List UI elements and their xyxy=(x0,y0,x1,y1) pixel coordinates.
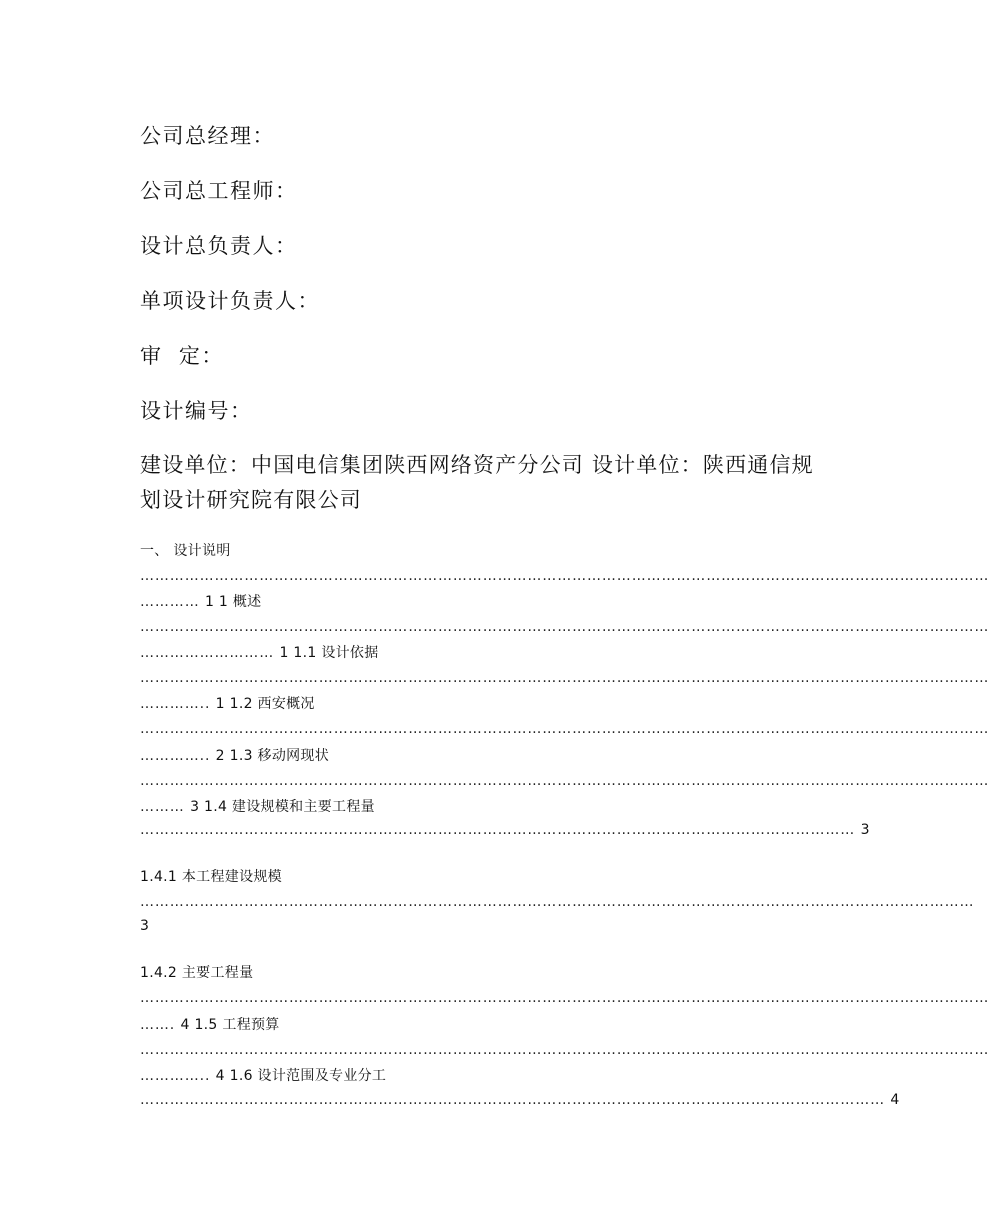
signature-item-design-lead: 单项设计负责人： xyxy=(140,289,320,313)
toc-entry: ………….. 4 1.6 设计范围及专业分工 xyxy=(140,1068,387,1084)
toc-entry-label: 1 1.1 设计依据 xyxy=(279,645,379,661)
toc-entry-label: 1 1 概述 xyxy=(204,594,262,610)
toc-entry-title: 1.4.1 本工程建设规模 xyxy=(140,869,282,885)
toc-entry: ……. 4 1.5 工程预算 xyxy=(140,1017,280,1033)
toc-dots: ……………………………………………………………………………………………………………………………………………………… xyxy=(140,990,989,1006)
toc-dots: ……………………………………………………………………………………………………………………………………………………… xyxy=(140,773,989,789)
toc-entry-label: 2 1.3 移动网现状 xyxy=(215,748,330,764)
signature-general-manager: 公司总经理： xyxy=(140,124,275,148)
construction-and-design-units: 建设单位：中国电信集团陕西网络资产分公司 设计单位：陕西通信规划设计研究院有限公司 xyxy=(140,453,814,512)
signature-design-lead: 设计总负责人： xyxy=(140,234,298,258)
toc-entry-label: 1 1.2 西安概况 xyxy=(215,696,315,712)
toc-entry-page: 4 xyxy=(890,1092,900,1108)
toc-dots: ……………………………………………………………………………………………………………………………………………………… xyxy=(140,1042,989,1058)
toc-dots: ……………………………………………………………………………………………………………………………………………………… xyxy=(140,670,989,686)
toc-entry-label: 4 1.6 设计范围及专业分工 xyxy=(215,1068,387,1084)
toc-entry: ………….. 2 1.3 移动网现状 xyxy=(140,748,330,764)
toc-dots: ……………………………………………………………………………………………………………………………………………………… xyxy=(140,619,989,635)
toc-dots: …………………………………………………………………………………………………………………………………………………… xyxy=(140,894,975,910)
signature-design-number: 设计编号： xyxy=(140,399,253,423)
toc-entry: ……………………… 1 1.1 设计依据 xyxy=(140,645,379,661)
signature-chief-engineer: 公司总工程师： xyxy=(140,179,298,203)
toc-heading: 一、 设计说明 xyxy=(140,543,231,559)
toc-entry-title: 1.4.2 主要工程量 xyxy=(140,965,254,981)
toc-entry-page: 3 xyxy=(860,822,870,838)
toc-entry-page: 3 xyxy=(140,918,150,934)
toc-entry-label: 4 1.5 工程预算 xyxy=(180,1017,280,1033)
toc-entry: ………….. 1 1.2 西安概况 xyxy=(140,696,315,712)
toc-entry: ……… 3 1.4 建设规模和主要工程量 xyxy=(140,799,375,815)
toc-entry: ………… 1 1 概述 xyxy=(140,594,262,610)
toc-entry-label: 3 1.4 建设规模和主要工程量 xyxy=(190,799,375,815)
toc-entry: ……………………………………………………………………………………………………………………………… 3 xyxy=(140,822,870,838)
toc-entry: …………………………………………………………………………………………………………………………………… 4 xyxy=(140,1092,900,1108)
toc-dots: ……………………………………………………………………………………………………………………………………………………… xyxy=(140,721,989,737)
toc-dots: ……………………………………………………………………………………………………………………………………………………… xyxy=(140,568,989,584)
signature-approval: 审 定： xyxy=(140,344,224,368)
